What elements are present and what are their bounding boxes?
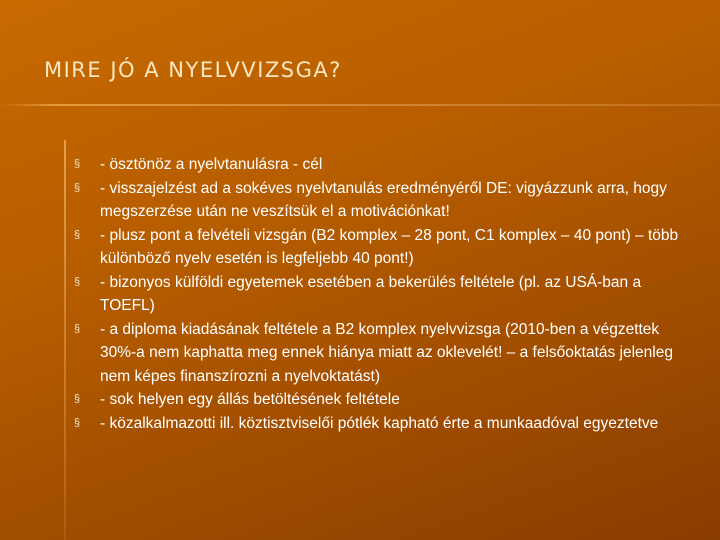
list-item-text: - ösztönöz a nyelvtanulásra - cél bbox=[100, 156, 323, 173]
section-sign-bullet-icon: § bbox=[74, 181, 81, 194]
slide-title: MIRE JÓ A NYELVVIZSGA? bbox=[44, 58, 342, 82]
list-item bbox=[74, 388, 694, 412]
left-vertical-divider bbox=[64, 140, 66, 540]
section-sign-bullet-icon: § bbox=[74, 416, 81, 429]
list-item bbox=[74, 224, 694, 271]
list-item-text: - közalkalmazotti ill. köztisztviselői pótlék kapható érte a munkaadóval egyeztetve bbox=[100, 414, 659, 432]
list-item bbox=[74, 153, 694, 177]
section-sign-bullet-icon: § bbox=[74, 322, 81, 335]
list-item bbox=[74, 412, 694, 436]
section-sign-bullet-icon: § bbox=[74, 275, 81, 288]
section-sign-bullet-icon: § bbox=[74, 158, 81, 170]
list-item-text: - sok helyen egy állás betöltésének feltétele bbox=[100, 391, 400, 408]
section-sign-bullet-icon: § bbox=[74, 393, 81, 405]
list-item-text: - a diploma kiadásának feltétele a B2 komplex nyelvvizsga (2010-ben a végzettek 30%-a nem kaphatta meg ennek hiánya miatt az oklevelét! – a felsőoktatás jelenleg nem képes finanszírozni a nyelvoktatást) bbox=[100, 320, 673, 385]
list-item bbox=[74, 318, 694, 389]
bullet-list bbox=[74, 153, 694, 435]
title-underline-divider bbox=[0, 104, 720, 106]
list-item-text: - bizonyos külföldi egyetemek esetében a bekerülés feltétele (pl. az USÁ-ban a TOEFL) bbox=[100, 273, 642, 314]
list-item bbox=[74, 271, 694, 318]
list-item-text: - visszajelzést ad a sokéves nyelvtanulás eredményéről DE: vigyázzunk arra, hogy megszerzése után ne veszítsük el a motivációnkat! bbox=[100, 179, 667, 220]
section-sign-bullet-icon: § bbox=[74, 228, 81, 241]
list-item-text: - plusz pont a felvételi vizsgán (B2 komplex – 28 pont, C1 komplex – 40 pont) – több különböző nyelv esetén is legfeljebb 40 pont!) bbox=[100, 226, 679, 267]
list-item bbox=[74, 177, 694, 224]
